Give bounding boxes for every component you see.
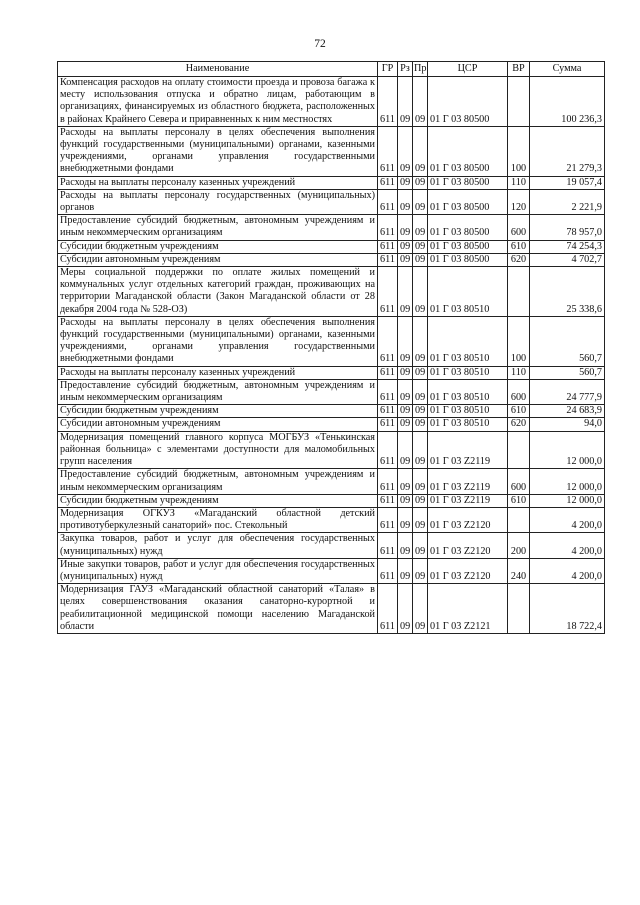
header-rz: Рз: [398, 62, 413, 77]
row-sum: 74 254,3: [530, 240, 605, 253]
row-gr: 611: [378, 379, 398, 404]
row-pr: 09: [413, 558, 428, 583]
row-rz: 09: [398, 469, 413, 494]
row-rz: 09: [398, 77, 413, 127]
row-rz: 09: [398, 558, 413, 583]
table-row: [58, 584, 605, 634]
row-rz: 09: [398, 584, 413, 634]
row-vr: 600: [508, 469, 530, 494]
row-gr: 611: [378, 126, 398, 176]
row-rz: 09: [398, 366, 413, 379]
table-row: [58, 418, 605, 431]
row-vr: [508, 584, 530, 634]
row-csr: 01 Г 03 Z2119: [428, 431, 508, 469]
row-sum: 25 338,6: [530, 267, 605, 317]
row-name: Расходы на выплаты персоналу в целях обеспечения выполнения функций государственными (муниципальными) органами, казенными учреждениями, органами управления государственными внебюджетными фондами: [58, 316, 378, 366]
row-gr: 611: [378, 77, 398, 127]
row-rz: 09: [398, 494, 413, 507]
table-row: [58, 379, 605, 404]
table-row: [58, 405, 605, 418]
row-vr: 610: [508, 494, 530, 507]
row-name: Компенсация расходов на оплату стоимости проезда и провоза багажа к месту использования отпуска и обратно лицам, работающим в организациях, финансируемых из областного бюджета, расположенных в районах Крайнего Севера и приравненных к ним местностях: [58, 77, 378, 127]
table-row: [58, 507, 605, 532]
row-pr: 09: [413, 584, 428, 634]
row-csr: 01 Г 03 80510: [428, 267, 508, 317]
row-vr: 100: [508, 126, 530, 176]
row-csr: 01 Г 03 Z2120: [428, 558, 508, 583]
budget-table: [57, 61, 605, 634]
row-name: Предоставление субсидий бюджетным, автономным учреждениям и иным некоммерческим организациям: [58, 469, 378, 494]
row-sum: 4 200,0: [530, 507, 605, 532]
row-gr: 611: [378, 189, 398, 214]
row-vr: 600: [508, 379, 530, 404]
row-name: Расходы на выплаты персоналу казенных учреждений: [58, 176, 378, 189]
row-pr: 09: [413, 316, 428, 366]
row-rz: 09: [398, 253, 413, 266]
row-sum: 19 057,4: [530, 176, 605, 189]
row-csr: 01 Г 03 80500: [428, 176, 508, 189]
row-pr: 09: [413, 267, 428, 317]
row-csr: 01 Г 03 Z2120: [428, 507, 508, 532]
row-csr: 01 Г 03 80510: [428, 379, 508, 404]
row-name: Субсидии бюджетным учреждениям: [58, 240, 378, 253]
row-gr: 611: [378, 215, 398, 240]
row-vr: 620: [508, 253, 530, 266]
row-csr: 01 Г 03 Z2121: [428, 584, 508, 634]
row-name: Расходы на выплаты персоналу в целях обеспечения выполнения функций государственными (муниципальными) органами, казенными учреждениями, органами управления государственными внебюджетными фондами: [58, 126, 378, 176]
row-pr: 09: [413, 253, 428, 266]
row-pr: 09: [413, 469, 428, 494]
row-gr: 611: [378, 494, 398, 507]
row-gr: 611: [378, 240, 398, 253]
row-name: Иные закупки товаров, работ и услуг для обеспечения государственных (муниципальных) нужд: [58, 558, 378, 583]
row-vr: 120: [508, 189, 530, 214]
table-row: [58, 316, 605, 366]
row-rz: 09: [398, 418, 413, 431]
row-rz: 09: [398, 431, 413, 469]
table-row: [58, 431, 605, 469]
header-name: Наименование: [58, 62, 378, 77]
table-row: [58, 494, 605, 507]
row-sum: 560,7: [530, 366, 605, 379]
row-pr: 09: [413, 533, 428, 558]
row-rz: 09: [398, 189, 413, 214]
header-vr: ВР: [508, 62, 530, 77]
row-vr: [508, 431, 530, 469]
row-pr: 09: [413, 431, 428, 469]
table-row: [58, 77, 605, 127]
table-row: [58, 176, 605, 189]
row-csr: 01 Г 03 80510: [428, 366, 508, 379]
table-row: [58, 366, 605, 379]
row-csr: 01 Г 03 Z2119: [428, 494, 508, 507]
row-pr: 09: [413, 126, 428, 176]
row-sum: 12 000,0: [530, 431, 605, 469]
row-csr: 01 Г 03 80500: [428, 215, 508, 240]
row-pr: 09: [413, 366, 428, 379]
table-row: [58, 240, 605, 253]
table-row: [58, 533, 605, 558]
row-rz: 09: [398, 215, 413, 240]
row-rz: 09: [398, 240, 413, 253]
row-csr: 01 Г 03 80500: [428, 240, 508, 253]
row-gr: 611: [378, 316, 398, 366]
row-gr: 611: [378, 431, 398, 469]
row-csr: 01 Г 03 Z2119: [428, 469, 508, 494]
row-vr: 100: [508, 316, 530, 366]
row-name: Субсидии автономным учреждениям: [58, 253, 378, 266]
row-vr: 610: [508, 405, 530, 418]
row-sum: 12 000,0: [530, 494, 605, 507]
row-gr: 611: [378, 176, 398, 189]
row-gr: 611: [378, 558, 398, 583]
table-row: [58, 469, 605, 494]
row-sum: 21 279,3: [530, 126, 605, 176]
row-name: Модернизация ОГКУЗ «Магаданский областной детский противотуберкулезный санаторий» пос. Стекольный: [58, 507, 378, 532]
row-csr: 01 Г 03 80500: [428, 253, 508, 266]
row-sum: 560,7: [530, 316, 605, 366]
row-pr: 09: [413, 379, 428, 404]
table-row: [58, 267, 605, 317]
header-csr: ЦСР: [428, 62, 508, 77]
header-gr: ГР: [378, 62, 398, 77]
table-row: [58, 126, 605, 176]
row-sum: 24 777,9: [530, 379, 605, 404]
row-vr: [508, 507, 530, 532]
row-gr: 611: [378, 418, 398, 431]
row-sum: 4 702,7: [530, 253, 605, 266]
row-rz: 09: [398, 316, 413, 366]
row-name: Предоставление субсидий бюджетным, автономным учреждениям и иным некоммерческим организациям: [58, 215, 378, 240]
row-gr: 611: [378, 469, 398, 494]
row-sum: 24 683,9: [530, 405, 605, 418]
row-csr: 01 Г 03 80510: [428, 316, 508, 366]
row-name: Предоставление субсидий бюджетным, автономным учреждениям и иным некоммерческим организациям: [58, 379, 378, 404]
row-name: Меры социальной поддержки по оплате жилых помещений и коммунальных услуг отдельных категорий граждан, проживающих на территории Магаданской области (Закон Магаданской области от 28 декабря 2004 года № 528-ОЗ): [58, 267, 378, 317]
row-csr: 01 Г 03 80500: [428, 189, 508, 214]
row-name: Субсидии автономным учреждениям: [58, 418, 378, 431]
row-sum: 94,0: [530, 418, 605, 431]
row-name: Закупка товаров, работ и услуг для обеспечения государственных (муниципальных) нужд: [58, 533, 378, 558]
row-pr: 09: [413, 507, 428, 532]
page-number: 72: [314, 38, 326, 50]
row-vr: 610: [508, 240, 530, 253]
row-pr: 09: [413, 494, 428, 507]
row-pr: 09: [413, 240, 428, 253]
row-csr: 01 Г 03 80500: [428, 77, 508, 127]
row-vr: 620: [508, 418, 530, 431]
row-gr: 611: [378, 366, 398, 379]
row-rz: 09: [398, 126, 413, 176]
row-vr: [508, 267, 530, 317]
row-vr: 200: [508, 533, 530, 558]
table-row: [58, 215, 605, 240]
row-name: Модернизация помещений главного корпуса МОГБУЗ «Тенькинская районная больница» с элементами доступности для маломобильных групп населения: [58, 431, 378, 469]
row-csr: 01 Г 03 80500: [428, 126, 508, 176]
table-header-row: [58, 62, 605, 77]
row-rz: 09: [398, 405, 413, 418]
row-sum: 78 957,0: [530, 215, 605, 240]
row-vr: 600: [508, 215, 530, 240]
row-vr: 110: [508, 176, 530, 189]
row-pr: 09: [413, 215, 428, 240]
row-gr: 611: [378, 405, 398, 418]
table-row: [58, 253, 605, 266]
row-gr: 611: [378, 507, 398, 532]
row-rz: 09: [398, 176, 413, 189]
row-pr: 09: [413, 418, 428, 431]
row-sum: 12 000,0: [530, 469, 605, 494]
row-csr: 01 Г 03 80510: [428, 418, 508, 431]
row-gr: 611: [378, 533, 398, 558]
row-pr: 09: [413, 176, 428, 189]
row-gr: 611: [378, 253, 398, 266]
row-vr: 110: [508, 366, 530, 379]
header-pr: Пр: [413, 62, 428, 77]
row-csr: 01 Г 03 Z2120: [428, 533, 508, 558]
row-sum: 2 221,9: [530, 189, 605, 214]
row-sum: 4 200,0: [530, 533, 605, 558]
table-row: [58, 558, 605, 583]
row-pr: 09: [413, 77, 428, 127]
row-name: Расходы на выплаты персоналу государственных (муниципальных) органов: [58, 189, 378, 214]
header-sum: Сумма: [530, 62, 605, 77]
row-sum: 18 722,4: [530, 584, 605, 634]
row-sum: 4 200,0: [530, 558, 605, 583]
row-csr: 01 Г 03 80510: [428, 405, 508, 418]
row-vr: [508, 77, 530, 127]
row-name: Расходы на выплаты персоналу казенных учреждений: [58, 366, 378, 379]
row-sum: 100 236,3: [530, 77, 605, 127]
row-rz: 09: [398, 533, 413, 558]
row-name: Субсидии бюджетным учреждениям: [58, 494, 378, 507]
row-pr: 09: [413, 405, 428, 418]
row-rz: 09: [398, 267, 413, 317]
row-pr: 09: [413, 189, 428, 214]
row-name: Субсидии бюджетным учреждениям: [58, 405, 378, 418]
row-name: Модернизация ГАУЗ «Магаданский областной санаторий «Талая» в целях совершенствования оказания санаторно-курортной и реабилитационной медицинской помощи населению Магаданской области: [58, 584, 378, 634]
row-rz: 09: [398, 507, 413, 532]
row-gr: 611: [378, 267, 398, 317]
row-rz: 09: [398, 379, 413, 404]
row-vr: 240: [508, 558, 530, 583]
table-row: [58, 189, 605, 214]
row-gr: 611: [378, 584, 398, 634]
